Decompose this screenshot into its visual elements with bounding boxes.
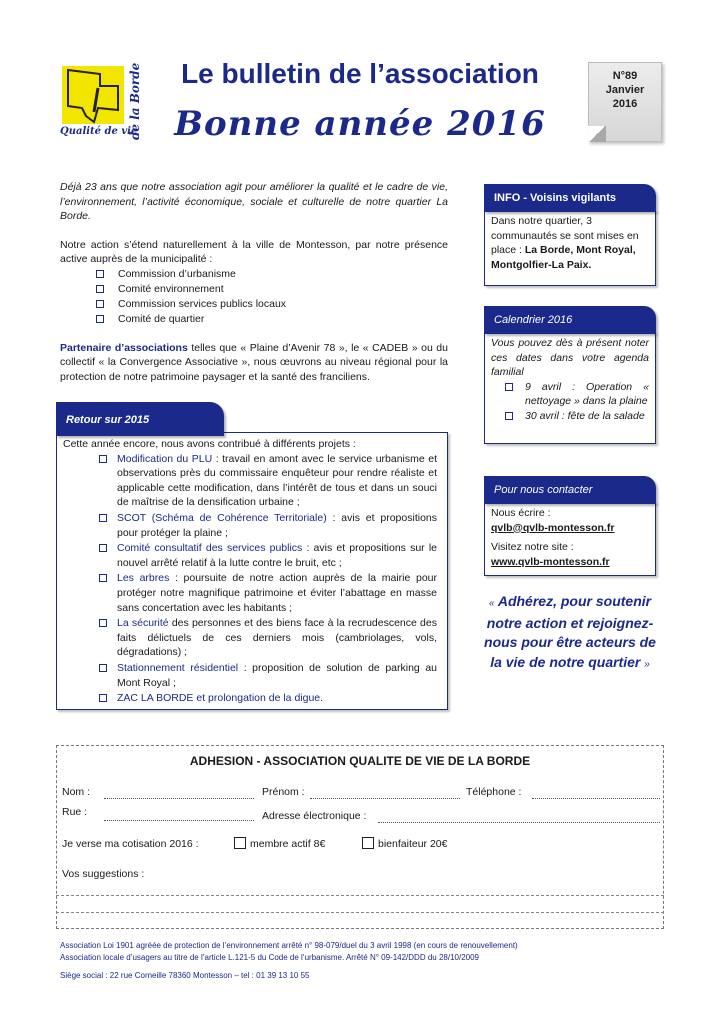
checkbox-bullet-icon xyxy=(505,412,513,420)
list-item xyxy=(99,691,437,706)
project-text: : poursuite de notre action auprès de la mairie pour protéger notre magnifique patrimoine et éviter l’abattage en masse sans concertation avec les habitants ; xyxy=(117,572,437,614)
calendar-event: 9 avril : Operation « nettoyage » dans la plaine xyxy=(525,380,649,407)
project-text: et prolongation de la digue. xyxy=(193,692,324,705)
form-title: ADHESION - ASSOCIATION QUALITE DE VIE DE LA BORDE xyxy=(189,754,531,768)
checkbox-bullet-icon xyxy=(96,315,104,323)
cotisation-label: Je verse ma cotisation 2016 : xyxy=(62,838,199,850)
info-box xyxy=(484,210,656,286)
suggestions-line-2[interactable] xyxy=(56,912,664,913)
rue-field[interactable] xyxy=(104,820,254,821)
project-link-services-publics[interactable]: Comité consultatif des services publics xyxy=(117,542,303,555)
checkbox-bullet-icon xyxy=(96,285,104,293)
list-item xyxy=(96,312,448,327)
list-item xyxy=(96,267,448,282)
project-text: : proposition de solution de parking au Mont Royal ; xyxy=(117,661,437,689)
prenom-label: Prénom : xyxy=(262,786,305,798)
page-curl-icon xyxy=(588,126,606,142)
intro-paragraph-1: Déjà 23 ans que notre association agit pour améliorer la qualité et le cadre de vie, l’environnement, l’activité économique, sociale et culturelle de notre quartier La Borde. xyxy=(60,181,448,222)
prenom-field[interactable] xyxy=(310,798,460,799)
list-item-label: Commission d’urbanisme xyxy=(118,267,236,280)
suggestions-label: Vos suggestions : xyxy=(62,868,145,880)
list-item xyxy=(99,511,437,540)
rue-label: Rue : xyxy=(62,806,88,818)
membre-actif-checkbox[interactable] xyxy=(234,837,246,849)
calendar-list xyxy=(505,380,649,424)
contact-tab: Pour nous contacter xyxy=(484,476,656,504)
project-text: : avis et propositions pour protéger la plaine ; xyxy=(117,511,437,539)
checkbox-bullet-icon xyxy=(99,514,107,522)
footer-line-1: Association Loi 1901 agréée de protection de l’environnement arrêté n° 98-079/duel du 3 avril 1998 (en cours de renouvellement) xyxy=(60,941,518,950)
email-link[interactable]: qvlb@qvlb-montesson.fr xyxy=(491,521,615,534)
write-label: Nous écrire : xyxy=(491,507,551,519)
bulletin-title: Le bulletin de l’association xyxy=(181,58,539,89)
telephone-label: Téléphone : xyxy=(466,786,522,798)
project-text: : avis et propositions sur le nouvel arrêté relatif à la lutte contre le bruit, etc ; xyxy=(117,542,438,569)
list-item xyxy=(96,297,448,312)
telephone-field[interactable] xyxy=(532,798,660,799)
project-link-plu[interactable]: Modification du PLU xyxy=(117,452,213,465)
info-text: Dans notre quartier, 3 communautés se sont mises en place : xyxy=(491,215,639,256)
info-tab: INFO - Voisins vigilants xyxy=(484,184,656,212)
checkbox-bullet-icon xyxy=(505,383,513,391)
nom-field[interactable] xyxy=(104,798,254,799)
bulletin-subtitle: Bonne année 2016 xyxy=(174,104,546,144)
checkbox-bullet-icon xyxy=(96,300,104,308)
checkbox-bullet-icon xyxy=(96,270,104,278)
intro-paragraph-2: Notre action s’étend naturellement à la ville de Montesson, par notre présence active auprès de la municipalité : xyxy=(60,238,448,265)
list-item xyxy=(99,571,437,615)
checkbox-bullet-icon xyxy=(99,619,107,627)
calendar-event: 30 avril : fête de la salade xyxy=(525,409,645,422)
retour-intro: Cette année encore, nous avons contribué à différents projets : xyxy=(63,438,356,450)
checkbox-bullet-icon xyxy=(99,664,107,672)
calendar-tab: Calendrier 2016 xyxy=(484,306,656,334)
partners-label: Partenaire d’associations xyxy=(60,341,188,354)
list-item xyxy=(96,282,448,297)
footer-line-2: Association locale d’usagers au titre de l’article L.121-5 du Code de l’urbanisme. Arrêté N° 09-142/DDD du 28/10/2009 xyxy=(60,953,479,962)
list-item-label: Comité environnement xyxy=(118,282,224,295)
bienfaiteur-label: bienfaiteur 20€ xyxy=(378,838,448,850)
visit-label: Visitez notre site : xyxy=(491,541,574,553)
list-item xyxy=(99,452,437,510)
contact-box xyxy=(484,502,656,576)
slogan-close-quote: » xyxy=(644,658,650,670)
checkbox-bullet-icon xyxy=(99,574,107,582)
intro-paragraph-3 xyxy=(60,341,448,385)
slogan-text: Adhérez, pour soutenir notre action et rejoignez-nous pour être acteurs de la vie de notre quartier xyxy=(484,593,656,670)
nom-label: Nom : xyxy=(62,786,91,798)
list-item xyxy=(505,409,649,424)
issue-number: N°89 xyxy=(612,70,638,82)
association-logo xyxy=(58,56,154,148)
projects-list xyxy=(99,452,437,706)
calendar-box xyxy=(484,332,656,444)
footer-line-3: Siège social : 22 rue Corneille 78360 Montesson – tel : 01 39 13 10 55 xyxy=(60,971,310,980)
suggestions-line-1[interactable] xyxy=(56,895,664,896)
logo-bottom-text: Qualité de vie xyxy=(60,126,138,137)
checkbox-bullet-icon xyxy=(99,455,107,463)
retour-2015-box xyxy=(56,432,448,710)
footer xyxy=(60,940,660,982)
list-item-label: Commission services publics locaux xyxy=(118,297,287,310)
email-label: Adresse électronique : xyxy=(262,810,367,822)
project-link-scot[interactable]: SCOT (Schéma de Cohérence Territoriale) xyxy=(117,511,327,524)
list-item xyxy=(99,541,437,570)
issue-month: Janvier xyxy=(605,84,645,96)
committee-list xyxy=(96,267,448,327)
list-item xyxy=(99,616,437,660)
adhesion-form xyxy=(56,745,664,929)
list-item-label: Comité de quartier xyxy=(118,312,205,325)
project-link-stationnement[interactable]: Stationnement résidentiel xyxy=(117,661,239,674)
intro-section xyxy=(60,180,448,398)
partners-text: telles que « Plaine d’Avenir 78 », le « CADEB » ou du collectif « la Convergence Associative », nous œuvrons au niveau régional pour la protection de notre patrimoine paysager et la santé des franciliens. xyxy=(60,341,448,383)
project-text: des personnes et des biens face à la recrudescence des faits délictuels de ces derniers mois (cambriolages, vols, dégradations) ; xyxy=(117,617,437,659)
slogan-open-quote: « xyxy=(488,598,495,609)
retour-2015-tab: Retour sur 2015 xyxy=(56,402,224,436)
list-item xyxy=(99,661,437,690)
issue-badge xyxy=(588,62,662,142)
checkbox-bullet-icon xyxy=(99,694,107,702)
project-link-securite[interactable]: La sécurité xyxy=(117,617,169,630)
bienfaiteur-checkbox[interactable] xyxy=(362,837,374,849)
project-link-arbres[interactable]: Les arbres xyxy=(117,572,170,585)
slogan xyxy=(478,592,662,674)
email-field[interactable] xyxy=(378,822,660,823)
checkbox-bullet-icon xyxy=(99,544,107,552)
calendar-text: Vous pouvez dès à présent noter ces dates dans votre agenda familial xyxy=(491,337,649,378)
logo-vertical-text: de la Borde xyxy=(128,62,142,140)
info-communities: La Borde, Mont Royal, Montgolfier-La Paix. xyxy=(491,244,636,271)
membre-actif-label: membre actif 8€ xyxy=(250,838,326,850)
issue-year: 2016 xyxy=(612,98,638,110)
project-text: : travail en amont avec le service urbanisme et observations près du commissaire enquêteur pour rendre réaliste et applicable cette modification, dans l’intérêt de tous et dans un souci de maîtrise de la densification urbaine ; xyxy=(117,452,438,509)
list-item xyxy=(505,380,649,409)
project-link-zac[interactable]: ZAC LA BORDE xyxy=(117,692,194,705)
website-link[interactable]: www.qvlb-montesson.fr xyxy=(491,555,610,568)
